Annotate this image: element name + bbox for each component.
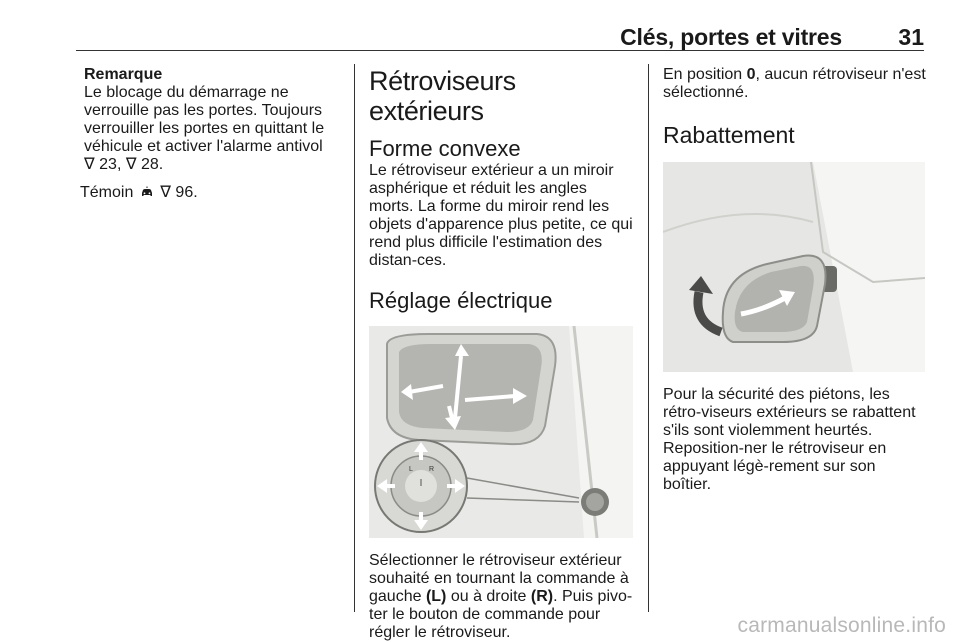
car-alarm-icon <box>140 186 154 198</box>
column-divider-1 <box>354 64 355 612</box>
subheading-folding: Rabattement <box>663 122 795 148</box>
mirror-folding-figure <box>663 162 925 372</box>
position-paragraph <box>663 66 927 102</box>
label-left: L <box>409 466 413 473</box>
column-2 <box>369 66 633 642</box>
convex-paragraph: Le rétroviseur extérieur a un miroir asphérique et réduit les angles morts. La forme du miroir rend les objets d'apparence plus petite, ce qui rend plus difficile l'estimation des distan-ces. <box>369 162 633 269</box>
section-heading: Rétroviseurs extérieurs <box>369 66 516 126</box>
folding-caption: Pour la sécurité des piétons, les rétro-viseurs extérieurs se rabattent s'ils sont violemment heurtés. Reposition-ner le rétroviseur en appuyant légè-rement sur son boîtier. <box>663 386 916 493</box>
caption-right-code: (R) <box>530 588 554 605</box>
page-number: 31 <box>898 24 924 50</box>
note-title: Remarque <box>84 66 163 83</box>
indicator-label: Témoin <box>80 184 134 201</box>
subheading-electric: Réglage électrique <box>369 288 553 313</box>
note-references: ∇ 23, ∇ 28. <box>84 156 164 173</box>
note-text <box>84 84 342 174</box>
caption-text-1: Sélectionner le rétroviseur extérieur souhaité en tournant la commande à gauche <box>369 552 629 605</box>
caption-text-2: ou à droite <box>446 588 531 605</box>
note-body: Le blocage du démarrage ne verrouille pas les portes. Toujours verrouiller les portes en quittant le véhicule et activer l'alarme antivol <box>84 84 325 155</box>
position-zero: 0 <box>746 66 756 83</box>
caption-text-3: . Puis pivo-ter le bouton de commande pour régler le rétroviseur. <box>369 588 633 641</box>
indicator-line <box>80 184 342 202</box>
caption-left-code: (L) <box>425 588 447 605</box>
watermark: carmanualsonline.info <box>737 614 946 637</box>
page-header-title: Clés, portes et vitres <box>620 24 842 50</box>
position-text-2: , aucun rétroviseur n'est sélectionné. <box>663 66 926 101</box>
subheading-convex: Forme convexe <box>369 136 521 161</box>
position-text-1: En position <box>663 66 747 83</box>
column-divider-2 <box>648 64 649 612</box>
indicator-reference: ∇ 96. <box>160 184 198 201</box>
electric-caption <box>369 552 633 642</box>
note-box <box>80 66 342 174</box>
column-1 <box>80 66 342 202</box>
label-right: R <box>429 466 435 473</box>
mirror-adjustment-figure <box>369 326 633 538</box>
header-rule <box>76 50 924 51</box>
column-3 <box>663 66 927 494</box>
